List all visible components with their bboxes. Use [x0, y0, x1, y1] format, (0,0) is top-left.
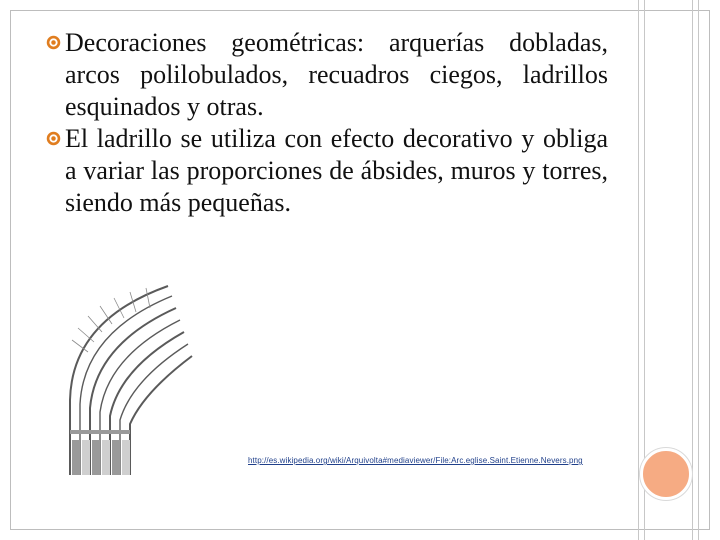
flower-bullet-icon — [46, 35, 61, 50]
archivolt-illustration — [58, 280, 238, 475]
bullet-ladrillo — [46, 123, 608, 219]
bullet-text: Decoraciones geométricas: arquerías dobladas, arcos polilobulados, recuadros ciegos, ladrillos esquinados y otras. — [65, 28, 608, 121]
flower-bullet-icon — [46, 131, 61, 146]
slide-content — [46, 27, 608, 219]
bullet-text: El ladrillo se utiliza con efecto decorativo y obliga a variar las proporciones de ábsides, muros y torres, siendo más pequeñas. — [65, 124, 608, 217]
image-source-link[interactable]: http://es.wikipedia.org/wiki/Arquivolta#mediaviewer/File:Arc.eglise.Saint.Etienne.Nevers.png — [248, 456, 583, 465]
bullet-decoraciones — [46, 27, 608, 123]
decorative-circle — [640, 448, 692, 500]
